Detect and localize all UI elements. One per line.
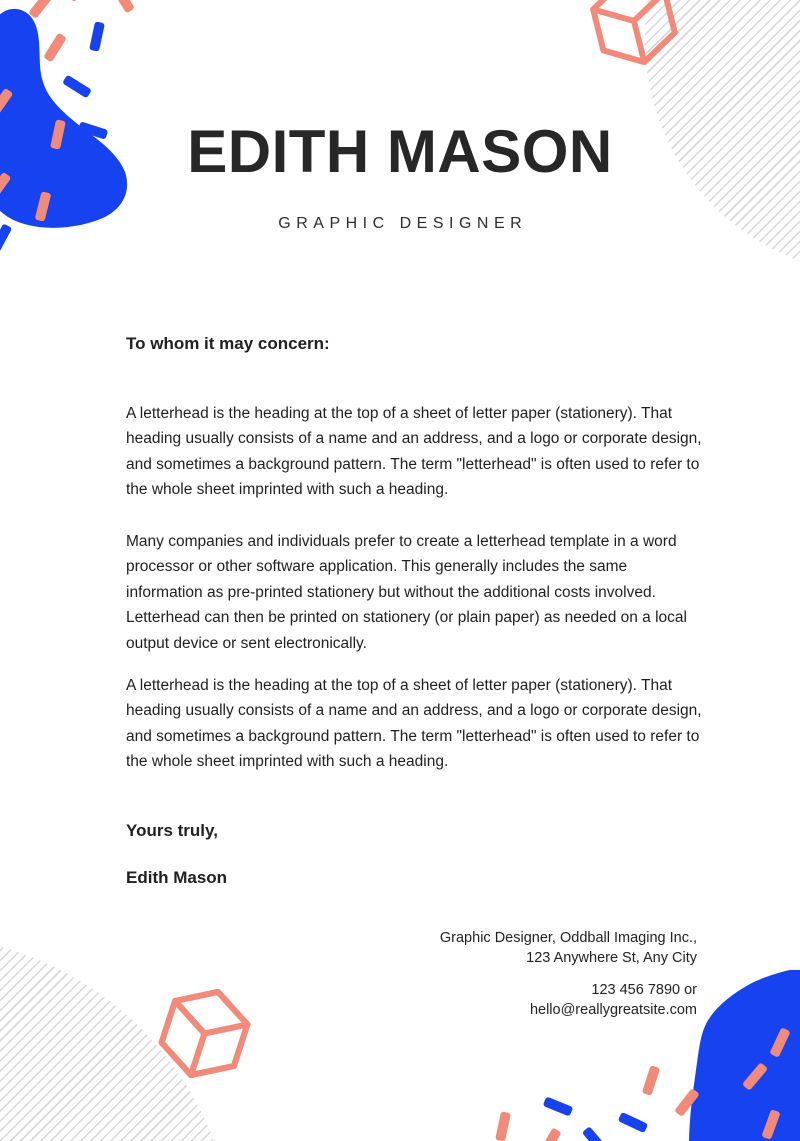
footer-contact — [530, 981, 697, 1020]
footer-org-line-2: 123 Anywhere St, Any City — [526, 949, 697, 966]
footer-org-line-1: Graphic Designer, Oddball Imaging Inc., — [439, 930, 697, 946]
confetti — [495, 1111, 511, 1141]
confetti — [538, 1127, 561, 1141]
letter-signature: Edith Mason — [126, 868, 228, 887]
letter-paragraph-2: Many companies and individuals prefer to create a letterhead template in a word processor or other software application. This generally includes the same information as pre-printed stationery but without the additional costs involved. Letterhead can then be printed on stationery (or plain paper) as needed on a local output device or sent electronically. — [126, 533, 687, 652]
confetti — [582, 1126, 608, 1141]
letter-closing: Yours truly, — [126, 821, 218, 840]
footer-email: hello@reallygreatsite.com — [529, 1001, 697, 1018]
footer-phone: 123 456 7890 or — [591, 982, 697, 998]
letter-greeting: To whom it may concern: — [126, 334, 330, 353]
confetti — [543, 1096, 574, 1116]
footer-organization — [440, 929, 697, 968]
letter-paragraph-1: A letterhead is the heading at the top of a sheet of letter paper (stationery). That heading usually consists of a name and an address, and a logo or corporate design, and sometimes a background pattern. The term "letterhead" is often used to refer to the whole sheet imprinted with such a heading. — [126, 405, 702, 499]
letterhead-name: EDITH MASON — [187, 118, 613, 185]
letter-paragraph-3: A letterhead is the heading at the top of a sheet of letter paper (stationery). That heading usually consists of a name and an address, and a logo or corporate design, and sometimes a background pattern. The term "letterhead" is often used to refer to the whole sheet imprinted with such a heading. — [126, 677, 702, 771]
letterhead-role: GRAPHIC DESIGNER — [278, 215, 528, 232]
